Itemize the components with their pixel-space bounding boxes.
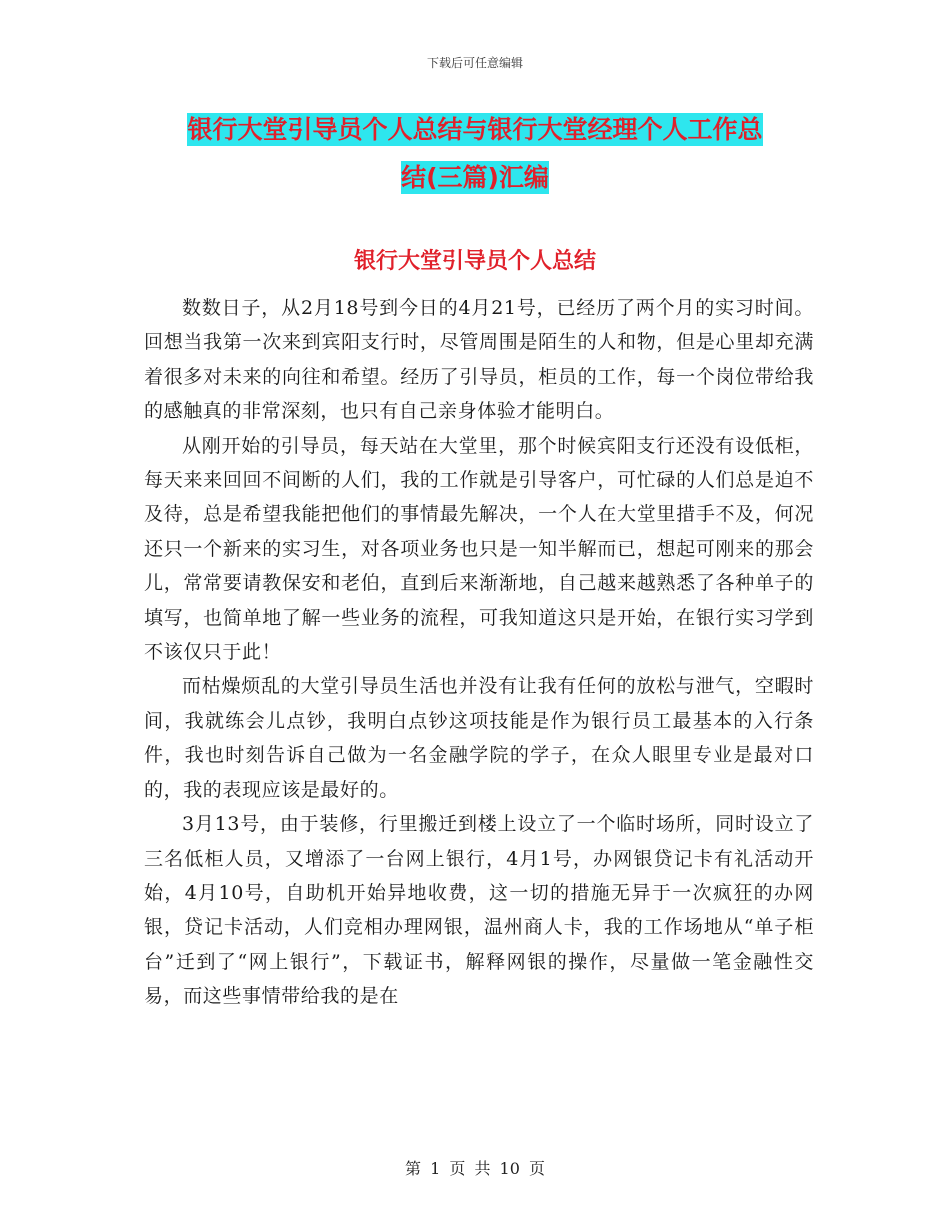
section-heading: 银行大堂引导员个人总结 bbox=[353, 249, 596, 274]
document-title-line-1: 银行大堂引导员个人总结与银行大堂经理个人工作总 bbox=[187, 115, 763, 144]
body-text bbox=[144, 291, 814, 1014]
document-title-line-2: 结(三篇)汇编 bbox=[401, 163, 549, 192]
document-title bbox=[140, 106, 810, 202]
paragraph: 数数日子，从2月18号到今日的4月21号，已经历了两个月的实习时间。回想当我第一次来到宾阳支行时，尽管周围是陌生的人和物，但是心里却充满着很多对未来的向往和希望。经历了引导员，柜员的工作，每一个岗位带给我的感触真的非常深刻，也只有自己亲身体验才能明白。 bbox=[144, 297, 814, 423]
paragraph: 3月13号，由于装修，行里搬迁到楼上设立了一个临时场所，同时设立了三名低柜人员，又增添了一台网上银行，4月1号，办网银贷记卡有礼活动开始，4月10号，自助机开始异地收费，这一切的措施无异于一次疯狂的办网银，贷记卡活动，人们竞相办理网银，温州商人卡，我的工作场地从“单子柜台”迁到了“网上银行”，下载证书，解释网银的操作，尽量做一笔金融性交易，而这些事情带给我的是在 bbox=[144, 813, 814, 1008]
page-header-note: 下载后可任意编辑 bbox=[426, 56, 523, 70]
paragraph: 而枯燥烦乱的大堂引导员生活也并没有让我有任何的放松与泄气，空暇时间，我就练会儿点钞，我明白点钞这项技能是作为银行员工最基本的入行条件，我也时刻告诉自己做为一名金融学院的学子，在众人眼里专业是最对口的，我的表现应该是最好的。 bbox=[144, 675, 814, 801]
paragraph: 从刚开始的引导员，每天站在大堂里，那个时候宾阳支行还没有设低柜，每天来来回回不间断的人们，我的工作就是引导客户，可忙碌的人们总是迫不及待，总是希望我能把他们的事情最先解决，一个人在大堂里措手不及，何况还只一个新来的实习生，对各项业务也只是一知半解而已，想起可刚来的那会儿，常常要请教保安和老伯，直到后来渐渐地，自己越来越熟悉了各种单子的填写，也简单地了解一些业务的流程，可我知道这只是开始，在银行实习学到不该仅只于此！ bbox=[144, 434, 814, 664]
page-footer: 第 1 页 共 10 页 bbox=[405, 1159, 545, 1178]
